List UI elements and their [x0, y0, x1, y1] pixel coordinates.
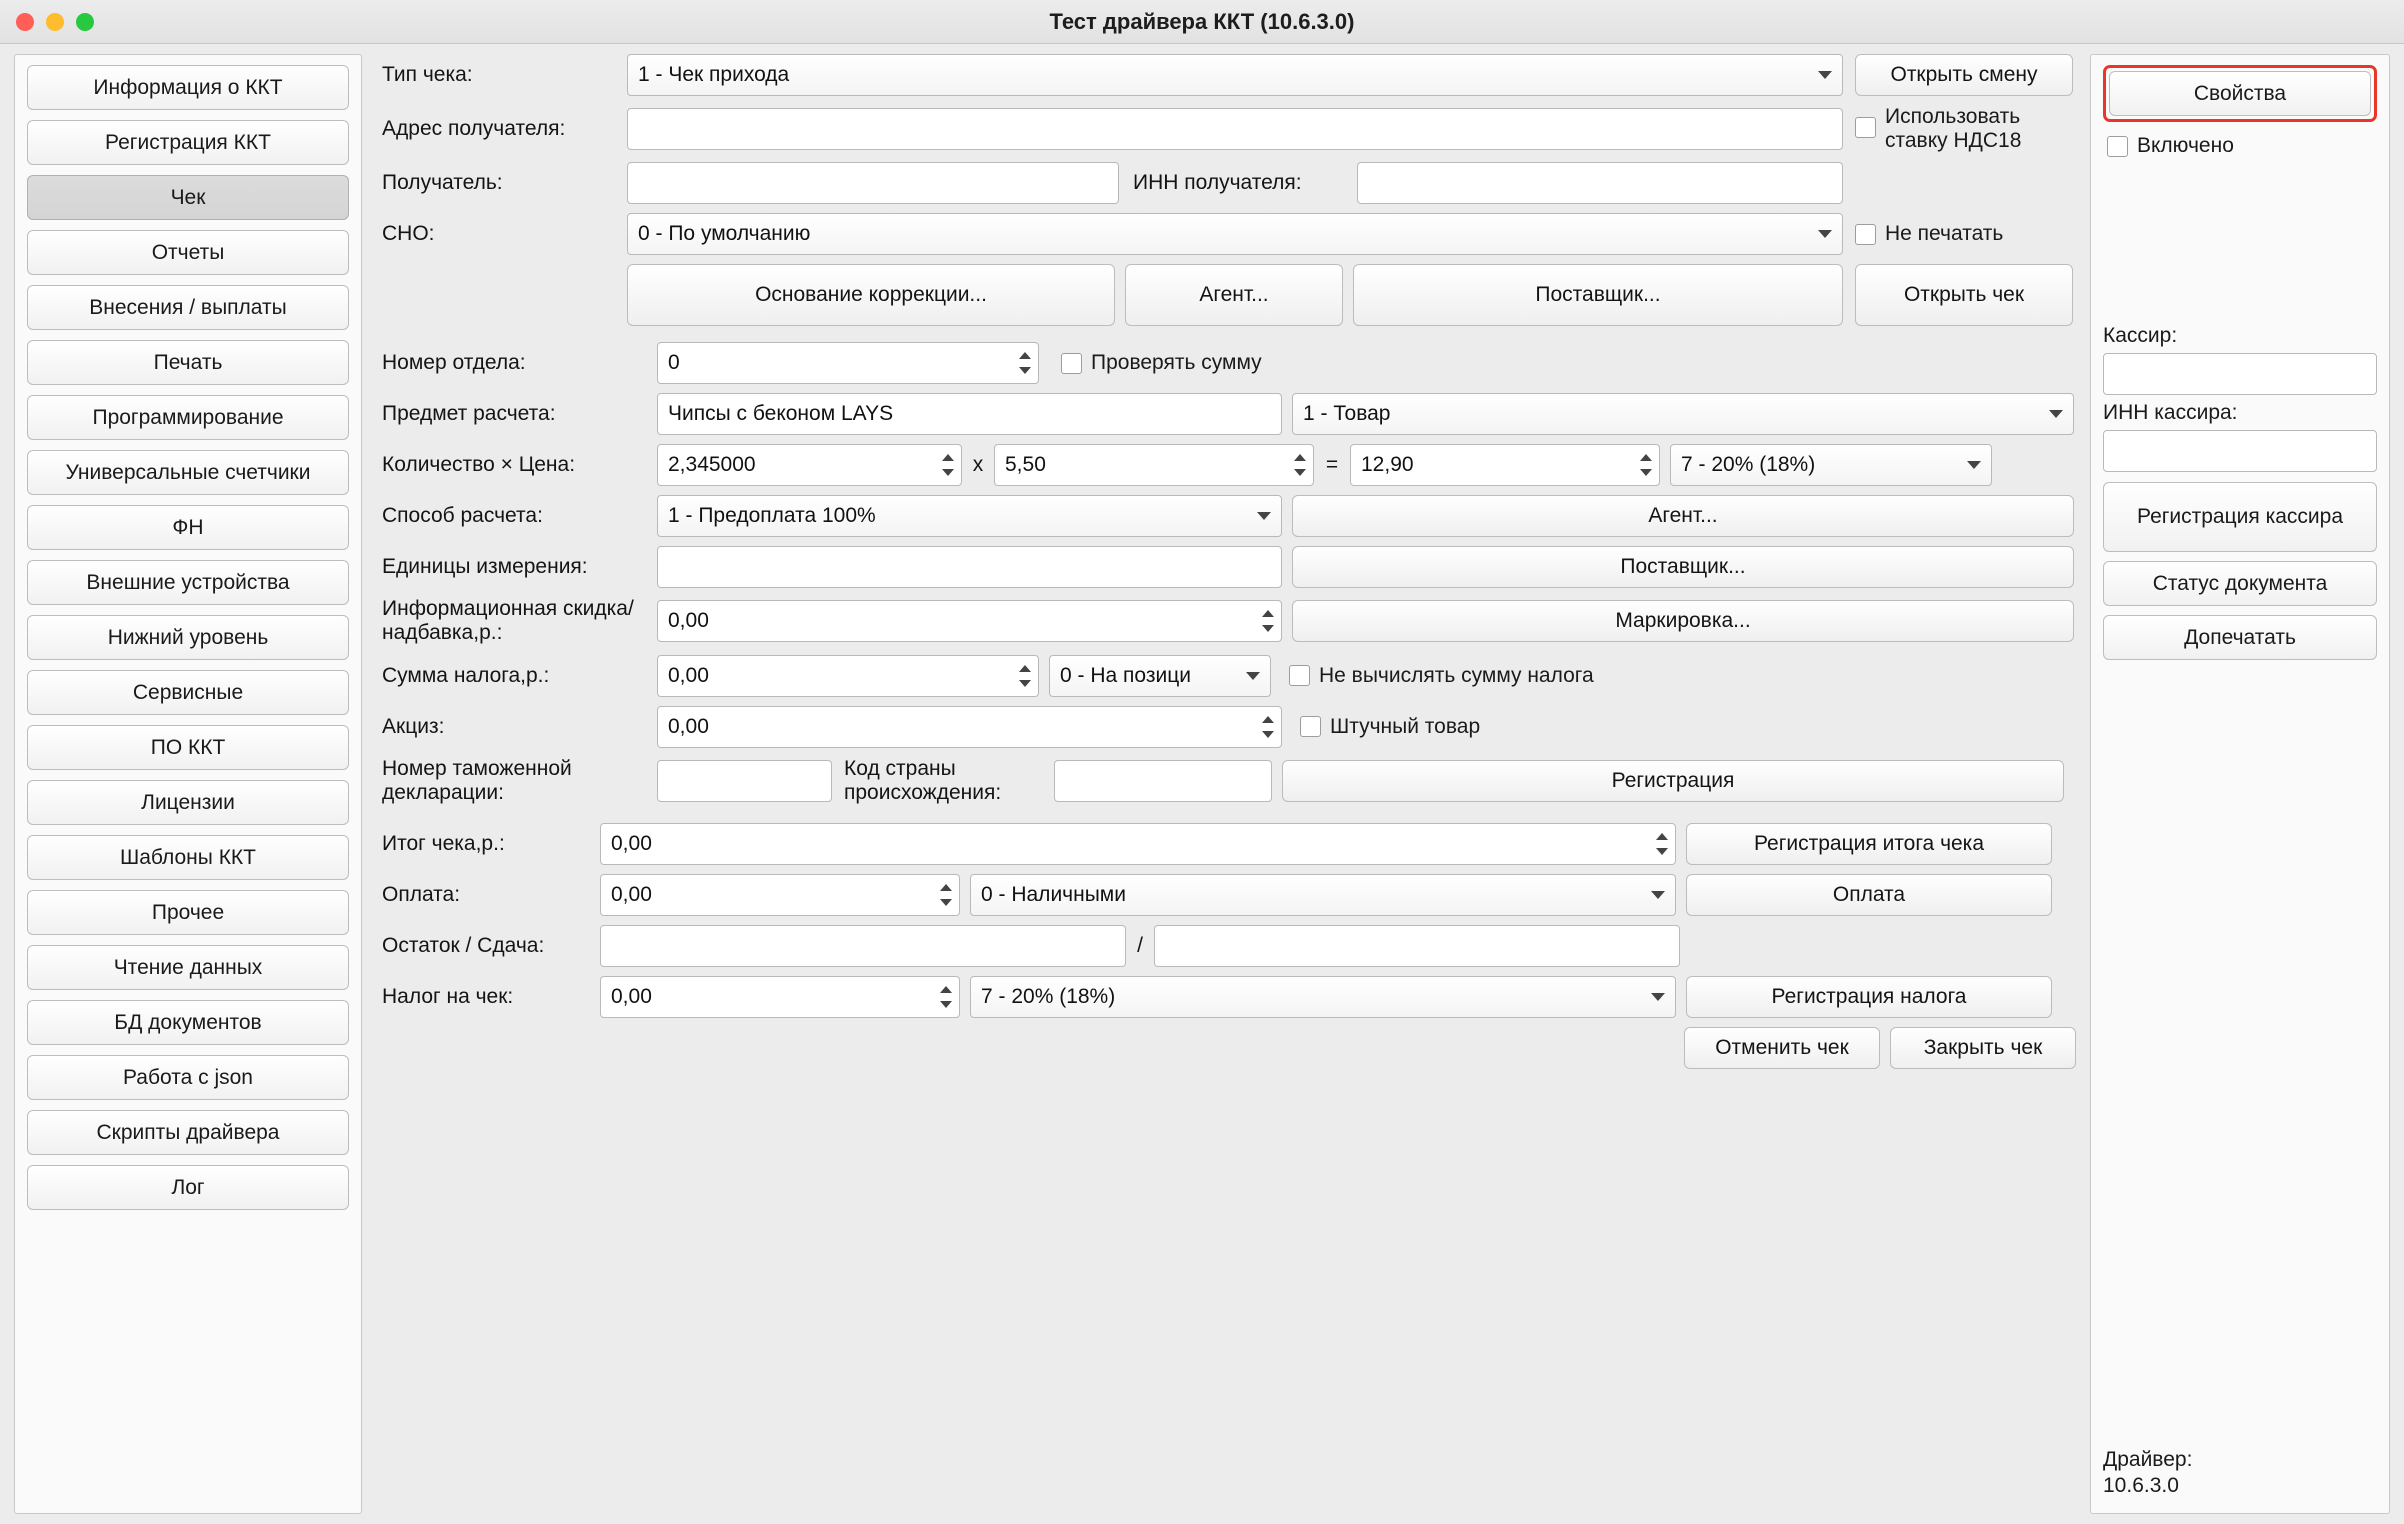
enabled-label: Включено — [2137, 134, 2234, 157]
receipt-form — [362, 54, 2090, 1078]
no-print-checkbox[interactable] — [1855, 222, 2003, 246]
close-icon[interactable] — [16, 13, 34, 31]
excise-value: 0,00 — [668, 714, 709, 738]
stepper-down-icon[interactable] — [1262, 625, 1274, 632]
price-value: 5,50 — [1005, 453, 1046, 477]
discount-value: 0,00 — [668, 609, 709, 633]
customs-decl-input[interactable] — [657, 760, 832, 802]
agent-button-top[interactable]: Агент... — [1125, 264, 1343, 326]
correction-basis-label: Основание коррекции... — [755, 283, 987, 307]
rest-label: Остаток / Сдача: — [382, 933, 545, 957]
stepper-up-icon[interactable] — [1294, 454, 1306, 461]
checkbox-icon[interactable] — [1855, 224, 1876, 245]
sno-value: 0 - По умолчанию — [638, 222, 811, 246]
registration-button[interactable]: Регистрация — [1282, 760, 2064, 802]
sidebar-item-fn[interactable]: ФН — [27, 505, 349, 550]
calc-method-select[interactable] — [657, 495, 1282, 537]
sidebar-item-universal-counters[interactable]: Универсальные счетчики — [27, 450, 349, 495]
recipient-address-input[interactable] — [627, 108, 1843, 150]
excise-label: Акциз: — [382, 714, 445, 738]
total-registration-button[interactable]: Регистрация итога чека — [1686, 823, 2052, 865]
recipient-address-label: Адрес получателя: — [382, 117, 566, 141]
stepper-up-icon[interactable] — [1262, 610, 1274, 617]
sidebar-item-reports[interactable]: Отчеты — [27, 230, 349, 275]
right-panel — [2090, 54, 2390, 1514]
document-status-button[interactable]: Статус документа — [2103, 561, 2377, 606]
supplier-button-top[interactable]: Поставщик... — [1353, 264, 1843, 326]
recipient-label: Получатель: — [382, 171, 503, 195]
receipt-tax-rate-value: 7 - 20% (18%) — [981, 984, 1116, 1008]
recipient-inn-input[interactable] — [1357, 162, 1843, 204]
payment-type-select[interactable] — [970, 874, 1676, 916]
check-sum-label: Проверять сумму — [1091, 351, 1262, 375]
driver-version: 10.6.3.0 — [2103, 1473, 2179, 1497]
rest-change-row — [382, 925, 2076, 967]
qty-price-label: Количество × Цена: — [382, 453, 576, 477]
country-code-label: Код страны происхождения: — [844, 756, 1002, 804]
recipient-inn-label: ИНН получателя: — [1133, 171, 1302, 195]
properties-highlight — [2103, 65, 2377, 122]
dept-value: 0 — [668, 351, 680, 375]
quantity-input[interactable] — [657, 444, 962, 486]
stepper-down-icon[interactable] — [1019, 680, 1031, 687]
stepper-up-icon[interactable] — [940, 986, 952, 993]
cashier-label: Кассир: — [2103, 324, 2178, 347]
tax-scope-select[interactable] — [1049, 655, 1271, 697]
stepper-up-icon[interactable] — [1262, 716, 1274, 723]
sidebar-item-service[interactable]: Сервисные — [27, 670, 349, 715]
sum-input[interactable] — [1350, 444, 1660, 486]
receipt-tax-label: Налог на чек: — [382, 984, 514, 1008]
marking-button[interactable]: Маркировка... — [1292, 600, 2074, 642]
subject-type-value: 1 - Товар — [1303, 402, 1391, 426]
check-sum-checkbox[interactable] — [1061, 351, 1262, 375]
sum-value: 12,90 — [1361, 453, 1414, 477]
receipt-actions-row — [382, 264, 2076, 326]
open-shift-button[interactable]: Открыть смену — [1855, 54, 2073, 96]
calc-method-label: Способ расчета: — [382, 504, 543, 528]
change-input[interactable] — [1154, 925, 1680, 967]
supplier-button-position[interactable]: Поставщик... — [1292, 546, 2074, 588]
sno-select[interactable] — [627, 213, 1843, 255]
correction-basis-button[interactable] — [627, 264, 1115, 326]
receipt-type-value: 1 - Чек прихода — [638, 63, 790, 86]
chevron-down-icon — [1246, 672, 1260, 680]
multiply-sign: x — [972, 453, 984, 477]
tax-sum-input[interactable] — [657, 655, 1039, 697]
right-spacer — [2103, 168, 2377, 318]
customs-row — [382, 757, 2076, 805]
sidebar-item-info[interactable]: Информация о ККТ — [27, 65, 349, 110]
no-print-label: Не печатать — [1885, 222, 2004, 246]
receipt-tax-value: 0,00 — [611, 984, 652, 1008]
payment-value: 0,00 — [611, 882, 652, 906]
recipient-address-row — [382, 105, 2076, 153]
excise-row — [382, 706, 2076, 748]
chevron-down-icon — [1967, 461, 1981, 469]
subject-type-select[interactable] — [1292, 393, 2074, 435]
agent-button-position[interactable]: Агент... — [1292, 495, 2074, 537]
tax-sum-value: 0,00 — [668, 663, 709, 687]
payment-type-value: 0 - Наличными — [981, 882, 1126, 906]
payment-row — [382, 874, 2076, 916]
cashier-registration-button[interactable] — [2103, 482, 2377, 552]
total-input[interactable] — [600, 823, 1676, 865]
tax-registration-button[interactable]: Регистрация налога — [1686, 976, 2052, 1018]
open-receipt-button[interactable]: Открыть чек — [1855, 264, 2073, 326]
checkbox-icon[interactable] — [1300, 716, 1321, 737]
recipient-input[interactable] — [627, 162, 1119, 204]
calc-method-value: 1 - Предоплата 100% — [668, 504, 876, 528]
chevron-down-icon — [1651, 993, 1665, 1001]
sidebar-item-receipt[interactable]: Чек — [27, 175, 349, 220]
enabled-checkbox[interactable] — [2107, 134, 2234, 158]
total-value: 0,00 — [611, 831, 652, 855]
units-input[interactable] — [657, 546, 1282, 588]
stepper-down-icon[interactable] — [1262, 731, 1274, 738]
chevron-down-icon — [1257, 512, 1271, 520]
use-vat18-label: Использовать ставку НДС18 — [1885, 105, 2022, 153]
checkbox-icon[interactable] — [2107, 136, 2128, 157]
stepper-down-icon[interactable] — [940, 1001, 952, 1008]
units-label: Единицы измерения: — [382, 555, 588, 579]
window-title: Тест драйвера ККТ (10.6.3.0) — [1049, 8, 1355, 34]
app-body — [0, 44, 2404, 1524]
excise-input[interactable] — [657, 706, 1282, 748]
country-code-input[interactable] — [1054, 760, 1272, 802]
subject-row — [382, 393, 2076, 435]
sidebar-item-print[interactable]: Печать — [27, 340, 349, 385]
stepper-up-icon[interactable] — [1640, 454, 1652, 461]
tax-rate-select[interactable] — [1670, 444, 1992, 486]
sidebar-item-programming[interactable]: Программирование — [27, 395, 349, 440]
stepper-up-icon[interactable] — [1656, 833, 1668, 840]
dept-row — [382, 342, 2076, 384]
receipt-close-row — [382, 1027, 2076, 1069]
discount-row — [382, 597, 2076, 645]
payment-button[interactable]: Оплата — [1686, 874, 2052, 916]
cancel-receipt-button[interactable]: Отменить чек — [1684, 1027, 1880, 1069]
stepper-up-icon[interactable] — [940, 884, 952, 891]
stepper-up-icon[interactable] — [1019, 665, 1031, 672]
receipt-tax-input[interactable] — [600, 976, 960, 1018]
subject-label: Предмет расчета: — [382, 402, 556, 426]
sidebar-item-other[interactable]: Прочее — [27, 890, 349, 935]
sidebar-item-low-level[interactable]: Нижний уровень — [27, 615, 349, 660]
cashier-input[interactable] — [2103, 353, 2377, 395]
stepper-down-icon[interactable] — [1656, 848, 1668, 855]
tax-sum-label: Сумма налога,р.: — [382, 663, 550, 687]
cashier-registration-label: Регистрация кассира — [2136, 504, 2343, 528]
discount-label: Информационная скидка/надбавка,р.: — [382, 597, 634, 645]
piece-goods-checkbox[interactable] — [1300, 715, 1480, 739]
sidebar-item-templates[interactable]: Шаблоны ККТ — [27, 835, 349, 880]
no-calc-tax-checkbox[interactable] — [1289, 664, 1594, 688]
cashier-inn-label: ИНН кассира: — [2103, 401, 2238, 424]
tax-sum-row — [382, 655, 2076, 697]
stepper-down-icon[interactable] — [1294, 469, 1306, 476]
reprint-button[interactable]: Допечатать — [2103, 615, 2377, 660]
minimize-icon[interactable] — [46, 13, 64, 31]
chevron-down-icon — [1818, 71, 1832, 79]
sidebar-item-doc-db[interactable]: БД документов — [27, 1000, 349, 1045]
units-row — [382, 546, 2076, 588]
stepper-down-icon[interactable] — [942, 469, 954, 476]
dept-input[interactable] — [657, 342, 1039, 384]
cashier-inn-input[interactable] — [2103, 430, 2377, 472]
driver-label: Драйвер: — [2103, 1447, 2193, 1471]
stepper-up-icon[interactable] — [1019, 352, 1031, 359]
maximize-icon[interactable] — [76, 13, 94, 31]
calc-method-row — [382, 495, 2076, 537]
receipt-tax-rate-select[interactable] — [970, 976, 1676, 1018]
sidebar-item-software[interactable]: ПО ККТ — [27, 725, 349, 770]
discount-input[interactable] — [657, 600, 1282, 642]
sidebar — [14, 54, 362, 1514]
sidebar-item-external-devices[interactable]: Внешние устройства — [27, 560, 349, 605]
window-controls[interactable] — [16, 0, 94, 43]
driver-info — [2103, 1447, 2192, 1500]
checkbox-icon[interactable] — [1061, 353, 1082, 374]
payment-label: Оплата: — [382, 882, 461, 906]
qty-price-row — [382, 444, 2076, 486]
total-row — [382, 823, 2076, 865]
stepper-down-icon[interactable] — [1019, 367, 1031, 374]
tax-rate-value: 7 - 20% (18%) — [1681, 453, 1816, 477]
title-bar — [0, 0, 2404, 44]
dept-label: Номер отдела: — [382, 351, 526, 375]
stepper-down-icon[interactable] — [940, 899, 952, 906]
recipient-row — [382, 162, 2076, 204]
sno-label: СНО: — [382, 222, 435, 246]
sno-row — [382, 213, 2076, 255]
payment-input[interactable] — [600, 874, 960, 916]
use-vat18-checkbox[interactable] — [1855, 105, 2073, 153]
piece-goods-label: Штучный товар — [1330, 714, 1481, 738]
sidebar-item-log[interactable]: Лог — [27, 1165, 349, 1210]
subject-input[interactable]: Чипсы с беконом LAYS — [657, 393, 1282, 435]
sidebar-item-json[interactable]: Работа с json — [27, 1055, 349, 1100]
price-input[interactable] — [994, 444, 1314, 486]
properties-button[interactable]: Свойства — [2109, 71, 2371, 116]
rest-separator: / — [1137, 933, 1143, 957]
sidebar-item-licenses[interactable]: Лицензии — [27, 780, 349, 825]
stepper-down-icon[interactable] — [1640, 469, 1652, 476]
customs-decl-label: Номер таможенной декларации: — [382, 756, 572, 804]
receipt-type-select[interactable] — [627, 54, 1843, 96]
checkbox-icon[interactable] — [1855, 117, 1876, 138]
equals-sign: = — [1325, 453, 1339, 477]
tax-scope-value: 0 - На позици — [1060, 663, 1191, 687]
chevron-down-icon — [2049, 410, 2063, 418]
chevron-down-icon — [1818, 230, 1832, 238]
rest-input[interactable] — [600, 925, 1126, 967]
receipt-tax-row — [382, 976, 2076, 1018]
total-label: Итог чека,р.: — [382, 831, 505, 855]
receipt-type-label: Тип чека: — [382, 63, 473, 86]
sidebar-item-registration[interactable]: Регистрация ККТ — [27, 120, 349, 165]
close-receipt-button[interactable]: Закрыть чек — [1890, 1027, 2076, 1069]
sidebar-item-deposits[interactable]: Внесения / выплаты — [27, 285, 349, 330]
sidebar-item-driver-scripts[interactable]: Скрипты драйвера — [27, 1110, 349, 1155]
checkbox-icon[interactable] — [1289, 665, 1310, 686]
stepper-up-icon[interactable] — [942, 454, 954, 461]
no-calc-tax-label: Не вычислять сумму налога — [1319, 663, 1594, 687]
sidebar-item-read-data[interactable]: Чтение данных — [27, 945, 349, 990]
receipt-type-row — [382, 54, 2076, 96]
quantity-value: 2,345000 — [668, 453, 756, 477]
chevron-down-icon — [1651, 891, 1665, 899]
